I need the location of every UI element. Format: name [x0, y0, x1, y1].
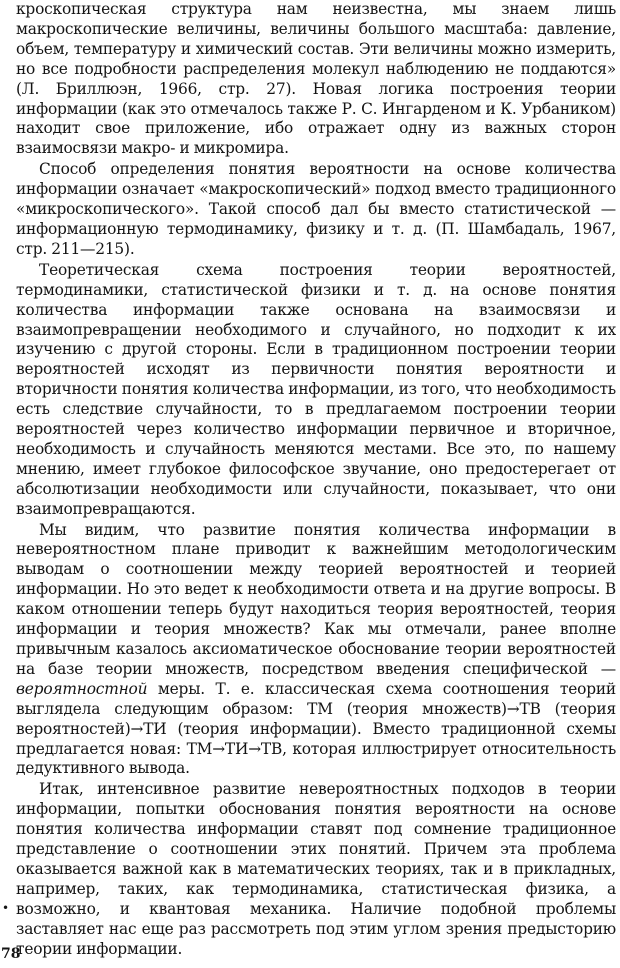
paragraph-4-text-b: меры. Т. е. классическая схема соотношения теорий выглядела следующим образом: ТМ (теория множеств)→ТВ (теория вероятностей)→ТИ (теория информации). Вместо традиционной схемы предлагается новая: ТМ→ТИ→ТВ, которая иллюстрирует относительность дедуктивного вывода.: [16, 679, 616, 778]
paragraph-2: [16, 160, 616, 260]
paragraph-5: [16, 780, 616, 959]
paragraph-4-text-a: Мы видим, что развитие понятия количества информации в невероятностном плане приводит к важнейшим методологическим выводам о соотношении между теорией вероятностей и теорией информации. Но это ведет к необходимости ответа и на другие вопросы. В каком отношении теперь будут находиться теория вероятностей, теория информации и теория множеств? Как мы отмечали, ранее вполне привычным казалось аксиоматическое обоснование теории вероятностей на базе теории множеств, посредством введения специфической —: [16, 520, 616, 678]
book-page: [16, 0, 616, 968]
paragraph-4-emphasis: вероятностной: [16, 679, 148, 698]
paragraph-4: [16, 521, 616, 780]
margin-bullet-mark: •: [2, 901, 10, 915]
paragraph-1: [16, 0, 616, 159]
paragraph-2-text: Способ определения понятия вероятности на основе количества информации означает «макроскопический» подход вместо традиционного «микроскопического». Такой способ дал бы вместо статистической — информационную термодинамику, физику и т. д. (П. Шамбадаль, 1967, стр. 211—215).: [16, 160, 616, 258]
paragraph-3: [16, 261, 616, 520]
page-number: 78: [1, 946, 21, 962]
paragraph-3-text: Теоретическая схема построения теории вероятностей, термодинамики, статистической физики и т. д. на основе понятия количества информации также основана на взаимосвязи и взаимопревращении необходимого и случайного, но подходит к их изучению с другой стороны. Если в традиционном построении теории вероятностей исходят из первичности понятия вероятности и вторичности понятия количества информации, из того, что необходимость есть следствие случайности, то в предлагаемом построении теории вероятностей через количество информации первичное и вторичное, необходимость и случайность меняются местами. Все это, по нашему мнению, имеет глубокое философское звучание, оно предостерегает от абсолютизации необходимости или случайности, показывает, что они взаимопревращаются.: [16, 260, 616, 518]
body-text: [16, 0, 616, 960]
paragraph-5-text: Итак, интенсивное развитие невероятностных подходов в теории информации, попытки обоснования понятия вероятности на основе понятия количества информации ставят под сомнение традиционное представление о соотношении этих понятий. Причем эта проблема оказывается важной как в математических теориях, так и в прикладных, например, таких, как термодинамика, статистическая физика, а возможно, и квантовая механика. Наличие подобной проблемы заставляет нас еще раз рассмотреть под этим углом зрения предысторию теории информации.: [16, 780, 616, 958]
paragraph-1-text: кроскопическая структура нам неизвестна, мы знаем лишь макроскопические величины, величины большого масштаба: давление, объем, температуру и химический состав. Эти величины можно измерить, но все подробности распределения молекул наблюдению не поддаются» (Л. Бриллюэн, 1966, стр. 27). Новая логика построения теории информации (как это отмечалось также Р. С. Ингарденом и К. Урбаником) находит свое приложение, ибо отражает одну из важных сторон взаимосвязи макро- и микромира.: [16, 0, 616, 158]
